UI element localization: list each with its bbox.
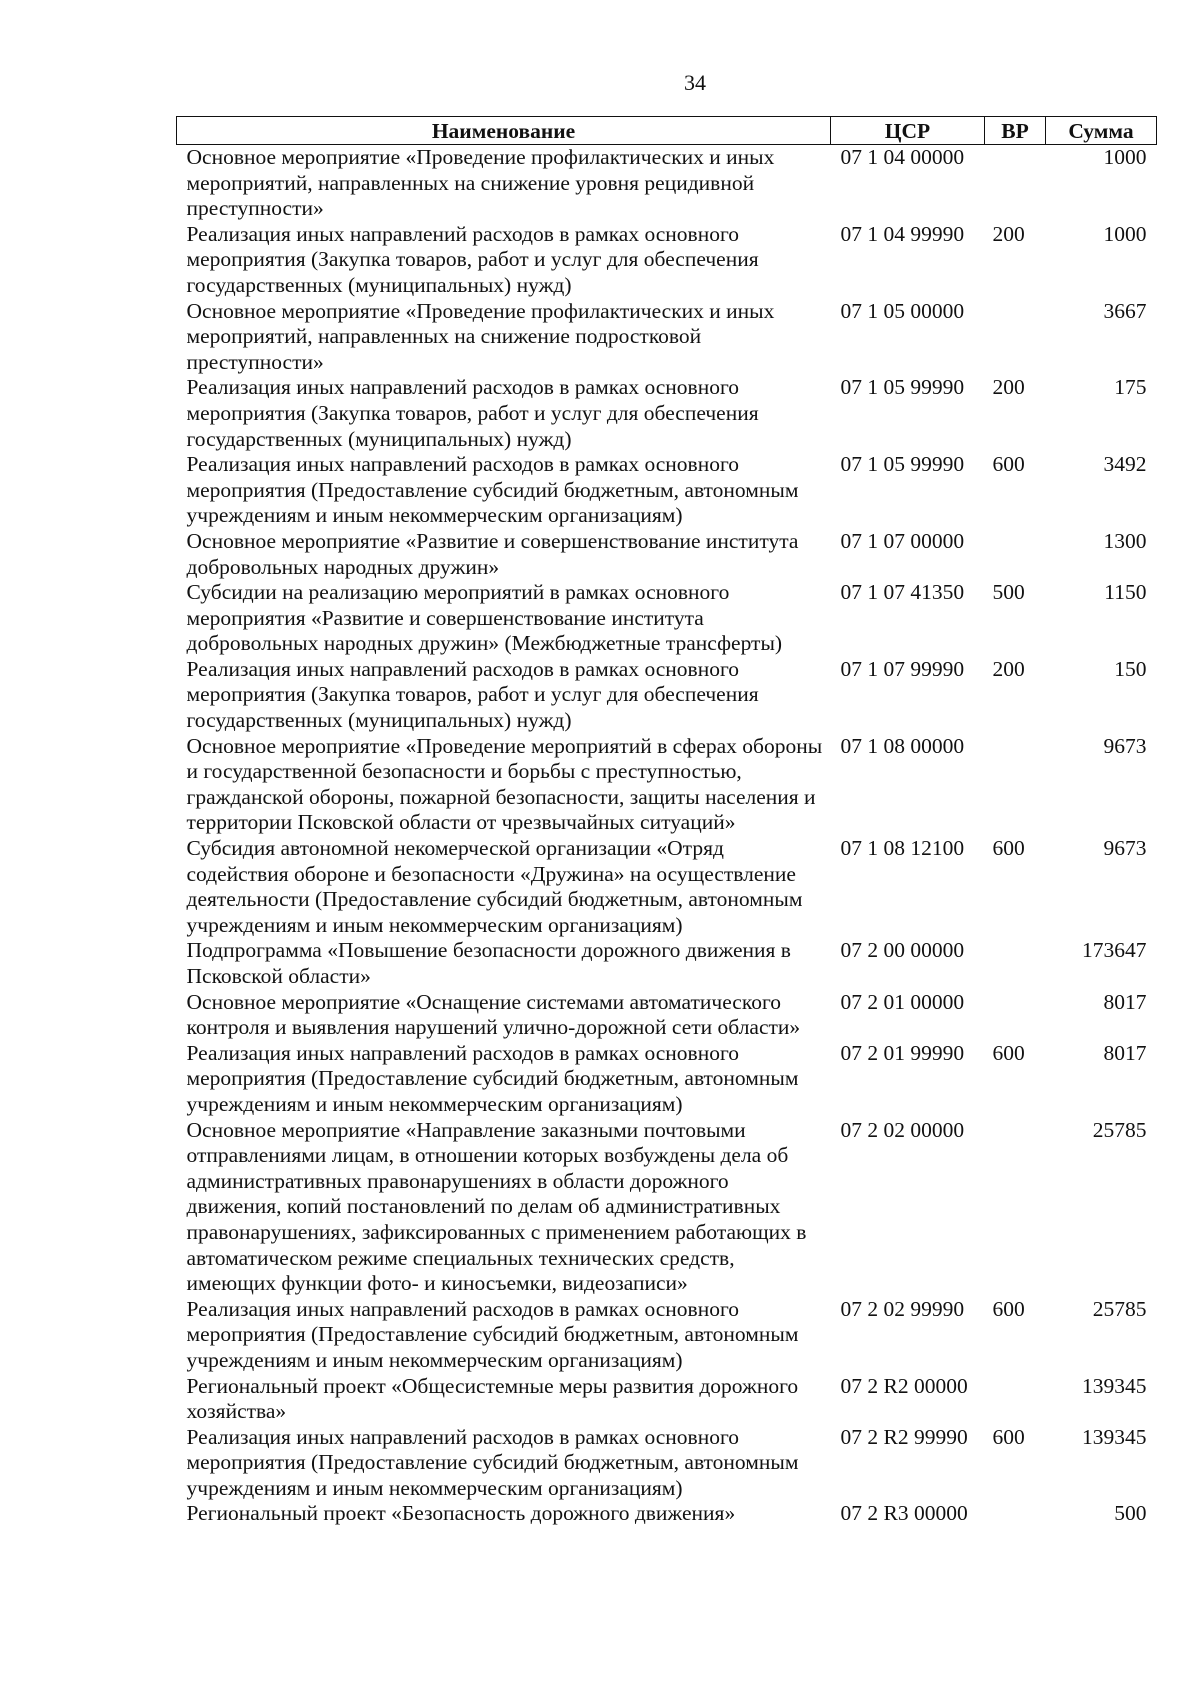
- cell-sum: 173647: [1082, 938, 1147, 963]
- header-name: Наименование: [177, 117, 831, 145]
- cell-csr: 07 1 07 99990: [840, 656, 965, 681]
- table-row: [177, 452, 1157, 529]
- cell-name: Субсидии на реализацию мероприятий в рамках основного мероприятия «Развитие и совершенствование института добровольных народных дружин» (Межбюджетные трансферты): [186, 580, 783, 656]
- header-sum: Сумма: [1046, 117, 1157, 145]
- cell-sum: 150: [1114, 656, 1147, 681]
- table-row: [177, 836, 1157, 938]
- cell-sum: 1150: [1104, 580, 1147, 605]
- table-row: [177, 657, 1157, 734]
- cell-name: Основное мероприятие «Проведение мероприятий в сферах обороны и государственной безопасности и борьбы с преступностью, гражданской обороны, пожарной безопасности, защиты населения и территории Псковской области от чрезвычайных ситуаций»: [186, 733, 823, 835]
- cell-name: Реализация иных направлений расходов в рамках основного мероприятия (Предоставление субсидий бюджетным, автономным учреждениям и иным некоммерческим организациям): [186, 1424, 799, 1500]
- cell-name: Основное мероприятие «Развитие и совершенствование института добровольных народных дружин»: [186, 528, 799, 579]
- table-row: [177, 580, 1157, 657]
- cell-vr: 600: [992, 1424, 1025, 1449]
- budget-table: [176, 116, 1157, 1527]
- table-body: [177, 145, 1157, 1528]
- cell-csr: 07 1 04 00000: [840, 145, 965, 169]
- cell-vr: 200: [992, 656, 1025, 681]
- cell-name: Основное мероприятие «Оснащение системами автоматического контроля и выявления нарушений улично-дорожной сети области»: [186, 989, 801, 1040]
- cell-sum: 175: [1114, 375, 1147, 400]
- table-row: [177, 1297, 1157, 1374]
- header-row: [177, 117, 1157, 145]
- table-row: [177, 938, 1157, 989]
- cell-vr: 600: [992, 1296, 1025, 1321]
- cell-sum: 139345: [1082, 1424, 1147, 1449]
- cell-sum: 9673: [1103, 733, 1147, 758]
- table-row: [177, 1501, 1157, 1527]
- cell-csr: 07 1 07 00000: [840, 528, 965, 553]
- cell-vr: [985, 1118, 1046, 1297]
- header-csr: ЦСР: [831, 117, 985, 145]
- cell-vr: [985, 734, 1046, 836]
- cell-vr: [985, 145, 1046, 222]
- cell-name: Основное мероприятие «Направление заказными почтовыми отправлениями лицам, в отношении которых возбуждены дела об административных правонарушениях в области дорожного движения, копий постановлений по делам об административных правонарушениях, зафиксированных с применением работающих в автоматическом режиме специальных технических средств, имеющих функции фото- и киносъемки, видеозаписи»: [186, 1117, 807, 1296]
- cell-vr: [985, 938, 1046, 989]
- cell-vr: 200: [992, 375, 1025, 400]
- cell-csr: 07 1 08 00000: [840, 733, 965, 758]
- cell-csr: 07 2 00 00000: [840, 938, 965, 963]
- cell-sum: 3667: [1103, 298, 1147, 323]
- cell-csr: 07 2 R2 99990: [840, 1424, 968, 1449]
- cell-name: Региональный проект «Общесистемные меры развития дорожного хозяйства»: [186, 1373, 799, 1424]
- cell-name: Реализация иных направлений расходов в рамках основного мероприятия (Закупка товаров, работ и услуг для обеспечения государственных (муниципальных) нужд): [186, 221, 759, 297]
- table-row: [177, 1041, 1157, 1118]
- cell-csr: 07 2 02 00000: [840, 1117, 965, 1142]
- cell-csr: 07 1 05 99990: [840, 452, 965, 477]
- cell-csr: 07 1 05 99990: [840, 375, 965, 400]
- cell-vr: [985, 1501, 1046, 1527]
- cell-vr: 600: [992, 452, 1025, 477]
- table-row: [177, 145, 1157, 222]
- cell-csr: 07 1 05 00000: [840, 298, 965, 323]
- table-row: [177, 990, 1157, 1041]
- cell-csr: 07 2 02 99990: [840, 1296, 965, 1321]
- page-number: 34: [684, 70, 706, 95]
- cell-csr: 07 2 R3 00000: [840, 1501, 968, 1526]
- cell-sum: 1000: [1103, 221, 1147, 246]
- cell-name: Основное мероприятие «Проведение профилактических и иных мероприятий, направленных на снижение подростковой преступности»: [186, 298, 775, 374]
- cell-csr: 07 1 08 12100: [840, 836, 965, 861]
- cell-sum: 139345: [1082, 1373, 1147, 1398]
- cell-vr: [985, 990, 1046, 1041]
- header-vr: ВР: [985, 117, 1046, 145]
- cell-csr: 07 1 07 41350: [840, 580, 965, 605]
- cell-name: Реализация иных направлений расходов в рамках основного мероприятия (Предоставление субсидий бюджетным, автономным учреждениям и иным некоммерческим организациям): [186, 1040, 799, 1116]
- cell-name: Реализация иных направлений расходов в рамках основного мероприятия (Закупка товаров, работ и услуг для обеспечения государственных (муниципальных) нужд): [186, 375, 759, 451]
- cell-vr: 200: [992, 221, 1025, 246]
- cell-sum: 9673: [1103, 836, 1147, 861]
- cell-csr: 07 2 01 99990: [840, 1040, 965, 1065]
- table-row: [177, 222, 1157, 299]
- cell-vr: 600: [992, 836, 1025, 861]
- cell-sum: 8017: [1103, 989, 1147, 1014]
- table-row: [177, 299, 1157, 376]
- cell-vr: [985, 529, 1046, 580]
- table-row: [177, 375, 1157, 452]
- cell-name: Субсидия автономной некомерческой организации «Отряд содействия обороне и безопасности «Дружина» на осуществление деятельности (Предоставление субсидий бюджетным, автономным учреждениям и иным некоммерческим организациям): [186, 836, 803, 937]
- cell-csr: 07 1 04 99990: [840, 221, 965, 246]
- cell-csr: 07 2 01 00000: [840, 989, 965, 1014]
- cell-vr: 500: [992, 580, 1025, 605]
- cell-sum: 1000: [1103, 145, 1147, 169]
- cell-sum: 3492: [1103, 452, 1147, 477]
- cell-sum: 500: [1114, 1501, 1147, 1526]
- cell-sum: 25785: [1092, 1117, 1147, 1142]
- cell-name: Региональный проект «Безопасность дорожного движения»: [186, 1501, 736, 1526]
- cell-name: Реализация иных направлений расходов в рамках основного мероприятия (Закупка товаров, работ и услуг для обеспечения государственных (муниципальных) нужд): [186, 656, 759, 733]
- cell-sum: 1300: [1103, 528, 1147, 553]
- table-header: [177, 117, 1157, 145]
- cell-vr: [985, 299, 1046, 376]
- cell-name: Реализация иных направлений расходов в рамках основного мероприятия (Предоставление субсидий бюджетным, автономным учреждениям и иным некоммерческим организациям): [186, 452, 799, 528]
- cell-sum: 8017: [1103, 1040, 1147, 1065]
- table-row: [177, 1118, 1157, 1297]
- table-row: [177, 1374, 1157, 1425]
- table-row: [177, 734, 1157, 836]
- table-row: [177, 1425, 1157, 1502]
- cell-name: Реализация иных направлений расходов в рамках основного мероприятия (Предоставление субсидий бюджетным, автономным учреждениям и иным некоммерческим организациям): [186, 1296, 799, 1372]
- cell-csr: 07 2 R2 00000: [840, 1373, 968, 1398]
- cell-vr: [985, 1374, 1046, 1425]
- cell-name: Подпрограмма «Повышение безопасности дорожного движения в Псковской области»: [186, 938, 791, 988]
- cell-sum: 25785: [1092, 1296, 1147, 1321]
- table-row: [177, 529, 1157, 580]
- cell-name: Основное мероприятие «Проведение профилактических и иных мероприятий, направленных на снижение уровня рецидивной преступности»: [186, 145, 775, 221]
- cell-vr: 600: [992, 1040, 1025, 1065]
